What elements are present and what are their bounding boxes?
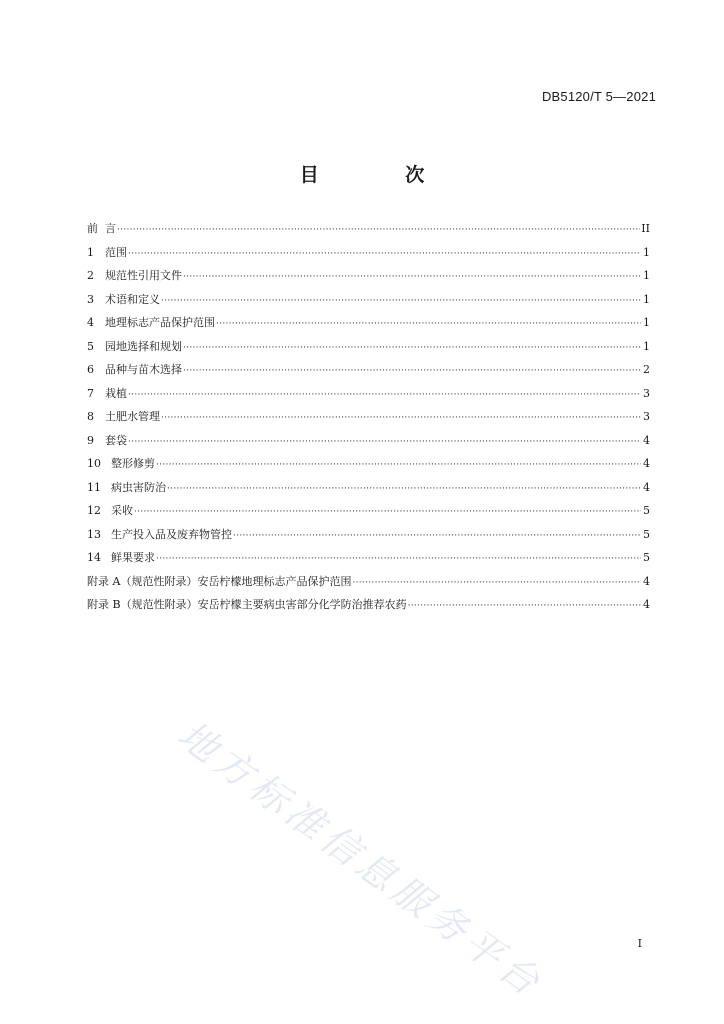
toc-entry-page: 4 — [643, 433, 650, 447]
toc-entry-label: 园地选择和规划 — [105, 339, 182, 353]
toc-entry-page: 5 — [643, 551, 650, 564]
toc-entry-12[interactable] — [87, 502, 650, 526]
toc-leader-dots — [161, 413, 641, 423]
toc-entry-page: 1 — [643, 269, 650, 282]
toc-entry-label: 栽植 — [105, 386, 127, 400]
watermark-text: 地方标准信息服务平台 — [170, 712, 552, 1007]
toc-entry-page: 3 — [643, 386, 650, 400]
toc-leader-dots — [183, 272, 641, 282]
toc-entry-label: 附录 A（规范性附录）安岳柠檬地理标志产品保护范围 — [87, 574, 352, 588]
toc-entry-number: 9 — [87, 433, 94, 447]
toc-entry-page: 1 — [643, 292, 650, 306]
toc-entry-8[interactable] — [87, 408, 650, 432]
toc-leader-dots — [156, 460, 641, 470]
toc-entry-7[interactable] — [87, 385, 650, 409]
toc-entry-label: 鲜果要求 — [111, 551, 155, 564]
toc-entry-label: 地理标志产品保护范围 — [105, 316, 215, 329]
toc-title: 目 次 — [299, 164, 465, 186]
toc-entry-page: 5 — [643, 504, 650, 517]
toc-entry-label: 附录 B（规范性附录）安岳柠檬主要病虫害部分化学防治推荐农药 — [87, 598, 407, 611]
toc-entry-number: 前 — [87, 222, 98, 235]
toc-leader-dots — [183, 366, 641, 376]
toc-leader-dots — [408, 601, 641, 611]
toc-entry-number: 6 — [87, 363, 94, 376]
toc-entry-appendix-b[interactable] — [87, 596, 650, 620]
toc-entry-3[interactable] — [87, 291, 650, 315]
toc-entry-page: 4 — [643, 480, 650, 494]
toc-leader-dots — [128, 390, 641, 400]
toc-entry-number: 11 — [87, 480, 101, 494]
toc-entry-page: 2 — [643, 363, 650, 376]
toc-entry-number: 8 — [87, 410, 94, 423]
toc-leader-dots — [161, 296, 641, 306]
toc-entry-2[interactable] — [87, 267, 650, 291]
toc-entry-foreword[interactable] — [87, 220, 650, 244]
toc-entry-label: 范围 — [105, 245, 127, 259]
toc-entry-label: 采收 — [111, 504, 133, 517]
toc-entry-label: 生产投入品及废弃物管控 — [111, 527, 232, 541]
toc-entry-10[interactable] — [87, 455, 650, 479]
toc-entry-page: 3 — [643, 410, 650, 423]
toc-leader-dots — [167, 484, 641, 494]
toc-entry-number: 1 — [87, 245, 94, 259]
toc-entry-number: 2 — [87, 269, 94, 282]
toc-entry-label: 言 — [105, 222, 116, 235]
document-code: DB5120/T 5—2021 — [541, 89, 656, 104]
toc-entry-number: 4 — [87, 316, 94, 329]
toc-entry-number: 13 — [87, 527, 101, 541]
toc-entry-5[interactable] — [87, 338, 650, 362]
toc-entry-label: 规范性引用文件 — [105, 269, 182, 282]
toc-leader-dots — [128, 249, 641, 259]
toc-entry-label: 品种与苗木选择 — [105, 363, 182, 376]
toc-entry-6[interactable] — [87, 361, 650, 385]
toc-entry-9[interactable] — [87, 432, 650, 456]
toc-leader-dots — [128, 437, 641, 447]
toc-entry-page: 1 — [643, 316, 650, 329]
table-of-contents — [87, 220, 650, 620]
toc-entry-13[interactable] — [87, 526, 650, 550]
toc-leader-dots — [352, 578, 641, 588]
toc-entry-label: 病虫害防治 — [111, 480, 166, 494]
toc-entry-number: 3 — [87, 292, 94, 306]
toc-entry-page: II — [641, 222, 650, 235]
toc-entry-page: 1 — [643, 245, 650, 259]
toc-entry-label: 套袋 — [105, 433, 127, 447]
toc-leader-dots — [117, 225, 640, 235]
toc-entry-label: 术语和定义 — [105, 292, 160, 306]
toc-entry-page: 4 — [643, 457, 650, 470]
toc-entry-number: 12 — [87, 504, 101, 517]
toc-leader-dots — [134, 507, 641, 517]
toc-entry-number: 7 — [87, 386, 94, 400]
toc-leader-dots — [233, 531, 641, 541]
toc-entry-label: 整形修剪 — [111, 457, 155, 470]
toc-entry-page: 4 — [643, 574, 650, 588]
toc-entry-number: 10 — [87, 457, 101, 470]
toc-entry-page: 4 — [643, 598, 650, 611]
toc-entry-1[interactable] — [87, 244, 650, 268]
toc-entry-page: 5 — [643, 527, 650, 541]
toc-leader-dots — [183, 343, 641, 353]
toc-entry-number: 14 — [87, 551, 101, 564]
page-number: I — [637, 937, 642, 950]
toc-entry-appendix-a[interactable] — [87, 573, 650, 597]
toc-leader-dots — [216, 319, 641, 329]
toc-entry-number: 5 — [87, 339, 94, 353]
toc-entry-11[interactable] — [87, 479, 650, 503]
toc-entry-label: 土肥水管理 — [105, 410, 160, 423]
toc-entry-page: 1 — [643, 339, 650, 353]
toc-entry-14[interactable] — [87, 549, 650, 573]
toc-entry-4[interactable] — [87, 314, 650, 338]
toc-leader-dots — [156, 554, 641, 564]
